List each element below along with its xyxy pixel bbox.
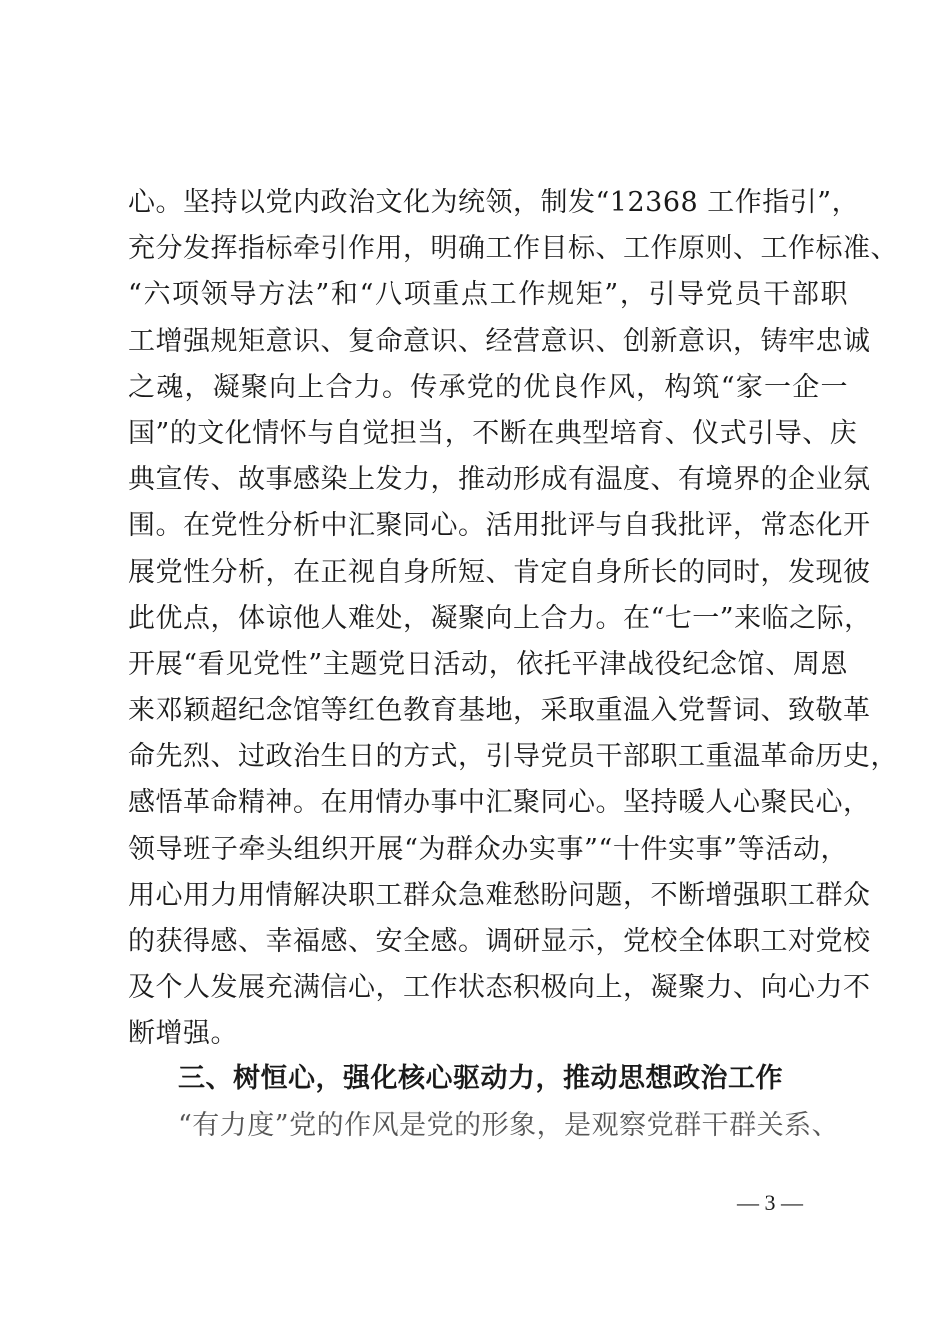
paragraph-line: 领导班子牵头组织开展“为群众办实事”“十件实事”等活动， [128,833,848,865]
paragraph-line: 的获得感、幸福感、安全感。调研显示，党校全体职工对党校 [128,926,871,957]
next-paragraph-line: “有力度”党的作风是党的形象，是观察党群干群关系、 [178,1110,840,1141]
paragraph-line: 及个人发展充满信心，工作状态积极向上，凝聚力、向心力不 [128,972,871,1004]
paragraph-line: 展党性分析，在正视自身所短、肯定自身所长的同时，发现彼 [128,556,871,588]
body-paragraph [128,180,898,1058]
paragraph-line: 之魂，凝聚向上合力。传承党的优良作风，构筑“家一企一 [128,371,848,403]
page-number: — 3 — [737,1190,803,1215]
paragraph-line: 典宣传、故事感染上发力，推动形成有温度、有境界的企业氛 [128,464,871,496]
paragraph-line: 此优点，体谅他人难处，凝聚向上合力。在“七一”来临之际， [128,602,872,634]
paragraph-line: 感悟革命精神。在用情办事中汇聚同心。坚持暖人心聚民心， [128,787,871,819]
paragraph-line: 断增强。 [128,1018,238,1050]
paragraph-line: 围。在党性分析中汇聚同心。活用批评与自我批评，常态化开 [128,510,871,542]
paragraph-line: 工增强规矩意识、复命意识、经营意识、创新意识，铸牢忠诚 [128,325,871,357]
section-heading: 三、树恒心，强化核心驱动力，推动思想政治工作 [178,1063,783,1094]
paragraph-line: 心。坚持以党内政治文化为统领，制发“12368 工作指引”， [128,187,860,218]
paragraph-line: 充分发挥指标牵引作用，明确工作目标、工作原则、工作标准、 [128,233,898,265]
paragraph-line: 开展“看见党性”主题党日活动，依托平津战役纪念馆、周恩 [128,648,848,680]
paragraph-line: 命先烈、过政治生日的方式，引导党员干部职工重温革命历史， [128,741,898,773]
paragraph-line: 国”的文化情怀与自觉担当，不断在典型培育、仪式引导、庆 [128,417,858,449]
paragraph-line: “六项领导方法”和“八项重点工作规矩”，引导党员干部职 [128,279,848,311]
paragraph-line: 来邓颖超纪念馆等红色教育基地，采取重温入党誓词、致敬革 [128,695,871,727]
paragraph-line: 用心用力用情解决职工群众急难愁盼问题，不断增强职工群众 [128,879,871,911]
